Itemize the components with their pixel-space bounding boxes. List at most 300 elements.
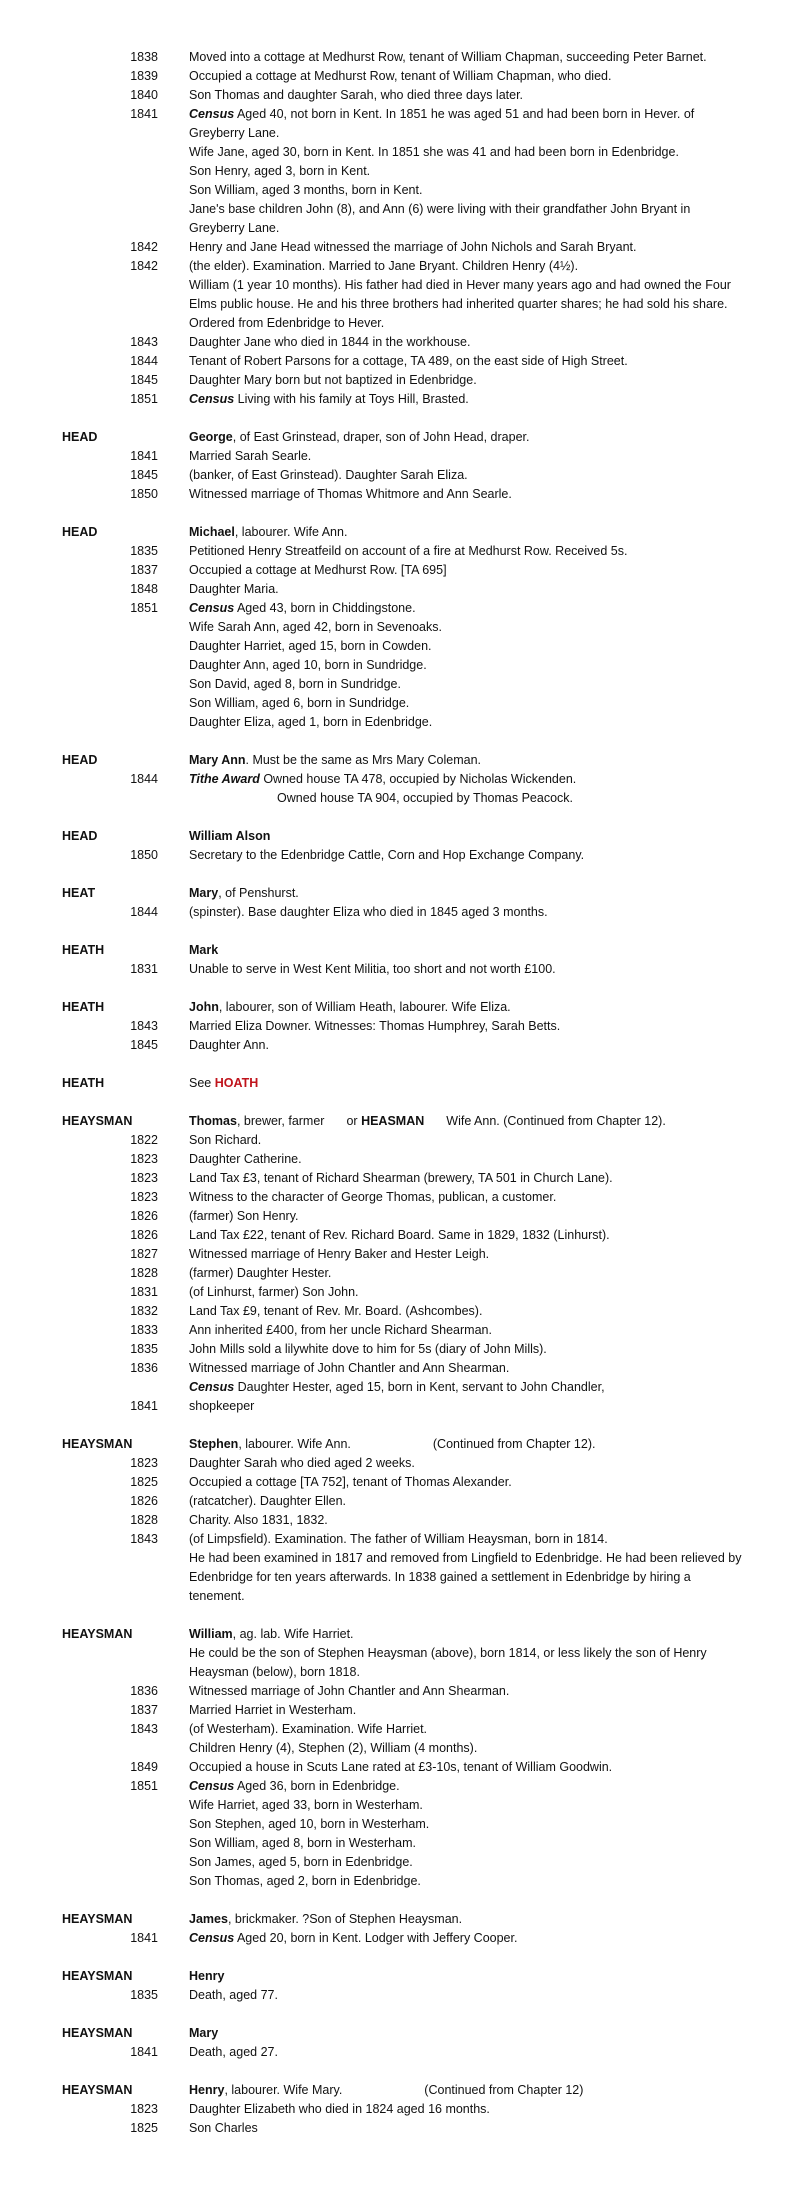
entry-heading <box>0 523 800 542</box>
record-keyword: Census <box>189 1380 235 1394</box>
see-label: See <box>189 1076 215 1090</box>
record-detail: He could be the son of Stephen Heaysman (above), born 1814, or less likely the son of Henry Heaysman (below), born 1818. <box>189 1646 707 1679</box>
record-text <box>189 1872 749 1891</box>
record-keyword: Tithe Award <box>189 772 260 786</box>
record-line <box>0 1492 800 1511</box>
entry <box>0 751 800 808</box>
entry <box>0 1910 800 1948</box>
record-text <box>189 713 749 732</box>
record-text <box>189 2100 749 2119</box>
record-text <box>189 846 749 865</box>
record-text <box>189 1378 749 1397</box>
record-text <box>189 162 749 181</box>
record-line <box>0 257 800 276</box>
record-line <box>0 86 800 105</box>
record-detail: Aged 40, not born in Kent. In 1851 he was aged 51 and had been born in Hever. of Greyberry Lane. <box>189 107 695 140</box>
record-detail: Death, aged 27. <box>189 2045 278 2059</box>
record-line <box>0 2043 800 2062</box>
entry-heading-text <box>189 1967 749 1986</box>
record-year: 1840 <box>130 88 158 102</box>
record-detail: Land Tax £9, tenant of Rev. Mr. Board. (Ashcombes). <box>189 1304 483 1318</box>
record-line <box>0 238 800 257</box>
surname: HEAYSMAN <box>62 1912 133 1926</box>
given-name: Stephen <box>189 1437 239 1451</box>
entry-gap <box>0 808 800 827</box>
given-name: William Alson <box>189 829 271 843</box>
record-year: 1845 <box>130 373 158 387</box>
entry-gap <box>0 979 800 998</box>
name-description: . Must be the same as Mrs Mary Coleman. <box>245 753 481 767</box>
entry <box>0 1112 800 1416</box>
record-text <box>189 599 749 618</box>
record-line <box>0 675 800 694</box>
record-line <box>0 1549 800 1606</box>
record-line <box>0 105 800 143</box>
given-name: Thomas <box>189 1114 237 1128</box>
record-text <box>189 2043 749 2062</box>
name-description: , brewer, farmer <box>236 1114 325 1128</box>
record-text <box>189 143 749 162</box>
name-description: , of East Grinstead, draper, son of John Head, draper. <box>232 430 530 444</box>
record-line <box>0 1264 800 1283</box>
record-detail: Son Charles <box>189 2121 258 2135</box>
record-detail: Land Tax £3, tenant of Richard Shearman (brewery, TA 501 in Church Lane). <box>189 1171 613 1185</box>
record-line <box>0 466 800 485</box>
record-text <box>189 1777 749 1796</box>
record-year: 1844 <box>130 772 158 786</box>
record-year: 1836 <box>130 1684 158 1698</box>
record-detail: shopkeeper <box>189 1399 255 1413</box>
record-line <box>0 903 800 922</box>
entry-gap <box>0 409 800 428</box>
record-text <box>189 1758 749 1777</box>
record-detail: Tenant of Robert Parsons for a cottage, TA 489, on the east side of High Street. <box>189 354 628 368</box>
record-line <box>0 1929 800 1948</box>
record-detail: Moved into a cottage at Medhurst Row, tenant of William Chapman, succeeding Peter Barnet. <box>189 50 707 64</box>
entry-heading-text <box>189 1435 749 1454</box>
record-line <box>0 1815 800 1834</box>
entry-heading-text <box>189 941 749 960</box>
name-description: , labourer. Wife Mary. <box>224 2083 343 2097</box>
record-text <box>189 675 749 694</box>
record-detail: Son William, aged 8, born in Westerham. <box>189 1836 416 1850</box>
record-year: 1833 <box>130 1323 158 1337</box>
record-text <box>189 447 749 466</box>
record-year: 1845 <box>130 468 158 482</box>
entry <box>0 1967 800 2005</box>
record-year: 1828 <box>130 1266 158 1280</box>
record-text <box>189 1815 749 1834</box>
record-line <box>0 1207 800 1226</box>
record-text <box>189 390 749 409</box>
record-line <box>0 1834 800 1853</box>
entry-heading <box>0 1435 800 1454</box>
entry-gap <box>0 1606 800 1625</box>
record-line <box>0 1454 800 1473</box>
see-link[interactable]: HOATH <box>214 1076 259 1090</box>
record-line <box>0 1739 800 1758</box>
surname: HEATH <box>62 1000 105 1014</box>
record-detail: Unable to serve in West Kent Militia, too short and not worth £100. <box>189 962 556 976</box>
record-detail: Charity. Also 1831, 1832. <box>189 1513 328 1527</box>
entry <box>0 2024 800 2062</box>
record-line <box>0 599 800 618</box>
record-detail: Married Eliza Downer. Witnesses: Thomas Humphrey, Sarah Betts. <box>189 1019 561 1033</box>
record-year: 1844 <box>130 905 158 919</box>
record-text <box>189 1150 749 1169</box>
surname: HEAT <box>62 886 96 900</box>
record-detail: Occupied a cottage [TA 752], tenant of Thomas Alexander. <box>189 1475 512 1489</box>
given-name: John <box>189 1000 219 1014</box>
record-detail: Daughter Hester, aged 15, born in Kent, servant to John Chandler, <box>237 1380 605 1394</box>
entry-gap <box>0 1093 800 1112</box>
record-detail: Daughter Catherine. <box>189 1152 302 1166</box>
record-text <box>189 637 749 656</box>
entry <box>0 884 800 922</box>
record-year: 1850 <box>130 848 158 862</box>
record-year: 1841 <box>130 107 158 121</box>
record-year: 1844 <box>130 354 158 368</box>
record-line <box>0 846 800 865</box>
record-text <box>189 1036 749 1055</box>
record-detail: (of Westerham). Examination. Wife Harriet. <box>189 1722 428 1736</box>
alt-label: or <box>346 1114 362 1128</box>
given-name: Mary <box>189 886 219 900</box>
record-year: 1832 <box>130 1304 158 1318</box>
record-detail: Daughter Harriet, aged 15, born in Cowden. <box>189 639 432 653</box>
record-line <box>0 1036 800 1055</box>
record-keyword: Census <box>189 1779 235 1793</box>
record-line <box>0 561 800 580</box>
record-year: 1842 <box>130 240 158 254</box>
record-line <box>0 1701 800 1720</box>
record-line <box>0 770 800 789</box>
record-text <box>189 1929 749 1948</box>
record-text <box>189 352 749 371</box>
record-text <box>189 1454 749 1473</box>
entry-heading <box>0 751 800 770</box>
record-line <box>0 1131 800 1150</box>
record-line <box>0 580 800 599</box>
record-year: 1842 <box>130 259 158 273</box>
record-year: 1823 <box>130 2102 158 2116</box>
record-text <box>189 1682 749 1701</box>
record-detail: Henry and Jane Head witnessed the marriage of John Nichols and Sarah Bryant. <box>189 240 637 254</box>
given-name: Mark <box>189 943 219 957</box>
entry <box>0 827 800 865</box>
entry <box>0 428 800 504</box>
name-description: , labourer. Wife Ann. <box>234 525 348 539</box>
record-line <box>0 789 800 808</box>
surname: HEAYSMAN <box>62 2026 133 2040</box>
record-detail: Son William, aged 6, born in Sundridge. <box>189 696 410 710</box>
record-year: 1826 <box>130 1494 158 1508</box>
record-line <box>0 1359 800 1378</box>
entry-gap <box>0 1055 800 1074</box>
record-line <box>0 1378 800 1397</box>
entry-gap <box>0 922 800 941</box>
record-detail: (farmer) Daughter Hester. <box>189 1266 332 1280</box>
entry-gap <box>0 2005 800 2024</box>
entry-heading <box>0 428 800 447</box>
record-line <box>0 1682 800 1701</box>
record-text <box>189 333 749 352</box>
record-line <box>0 1283 800 1302</box>
given-name: James <box>189 1912 228 1926</box>
record-detail: Wife Harriet, aged 33, born in Westerham. <box>189 1798 423 1812</box>
entry <box>0 941 800 979</box>
record-detail: Witnessed marriage of Thomas Whitmore and Ann Searle. <box>189 487 512 501</box>
record-text <box>189 1264 749 1283</box>
record-text <box>189 1701 749 1720</box>
continued-note: (Continued from Chapter 12) <box>424 2083 584 2097</box>
record-year: 1841 <box>130 449 158 463</box>
record-detail: (farmer) Son Henry. <box>189 1209 299 1223</box>
record-year: 1837 <box>130 563 158 577</box>
entry-heading <box>0 998 800 1017</box>
record-text <box>189 181 749 200</box>
record-line <box>0 1397 800 1416</box>
record-year: 1843 <box>130 335 158 349</box>
record-detail: Son Henry, aged 3, born in Kent. <box>189 164 371 178</box>
entry-gap <box>0 1948 800 1967</box>
entry-gap <box>0 1416 800 1435</box>
record-text <box>189 1226 749 1245</box>
continued-note: (Continued from Chapter 12). <box>432 1437 596 1451</box>
entry <box>0 2081 800 2138</box>
record-detail: Wife Jane, aged 30, born in Kent. In 1851 she was 41 and had been born in Edenbridge. <box>189 145 679 159</box>
record-detail: Death, aged 77. <box>189 1988 278 2002</box>
record-text <box>189 276 749 333</box>
record-text <box>189 561 749 580</box>
entry-heading-text <box>189 1625 749 1644</box>
record-text <box>189 580 749 599</box>
record-text <box>189 105 749 143</box>
record-detail: (the elder). Examination. Married to Jane Bryant. Children Henry (4½). <box>189 259 579 273</box>
record-line <box>0 143 800 162</box>
record-detail: Son Stephen, aged 10, born in Westerham. <box>189 1817 430 1831</box>
record-year: 1850 <box>130 487 158 501</box>
surname: HEAYSMAN <box>62 1437 133 1451</box>
record-year: 1827 <box>130 1247 158 1261</box>
record-detail: (of Limpsfield). Examination. The father of William Heaysman, born in 1814. <box>189 1532 608 1546</box>
record-year: 1823 <box>130 1171 158 1185</box>
record-line <box>0 1150 800 1169</box>
record-detail: Secretary to the Edenbridge Cattle, Corn and Hop Exchange Company. <box>189 848 585 862</box>
record-detail: (ratcatcher). Daughter Ellen. <box>189 1494 347 1508</box>
record-line <box>0 1872 800 1891</box>
record-detail: Occupied a cottage at Medhurst Row, tenant of William Chapman, who died. <box>189 69 612 83</box>
record-line <box>0 447 800 466</box>
record-text <box>189 200 749 238</box>
record-detail: Son David, aged 8, born in Sundridge. <box>189 677 401 691</box>
record-year: 1841 <box>130 2045 158 2059</box>
record-detail: Daughter Sarah who died aged 2 weeks. <box>189 1456 415 1470</box>
record-line <box>0 542 800 561</box>
entry-heading <box>0 2024 800 2043</box>
record-text <box>189 2119 749 2138</box>
surname: HEAYSMAN <box>62 1627 133 1641</box>
alt-surname: HEASMAN <box>361 1114 425 1128</box>
record-line <box>0 2100 800 2119</box>
surname: HEATH <box>62 943 105 957</box>
record-text <box>189 1720 749 1739</box>
record-text <box>189 1739 749 1758</box>
entry-heading <box>0 884 800 903</box>
record-detail: Son Thomas and daughter Sarah, who died three days later. <box>189 88 524 102</box>
record-detail: Married Sarah Searle. <box>189 449 312 463</box>
surname: HEAYSMAN <box>62 1114 133 1128</box>
surname: HEATH <box>62 1076 105 1090</box>
record-line <box>0 1530 800 1549</box>
record-year: 1823 <box>130 1152 158 1166</box>
entry-heading-text <box>189 523 749 542</box>
record-line <box>0 1853 800 1872</box>
record-line <box>0 1511 800 1530</box>
record-detail: Ann inherited £400, from her uncle Richard Shearman. <box>189 1323 492 1337</box>
record-year: 1851 <box>130 392 158 406</box>
record-text <box>189 1283 749 1302</box>
record-line <box>0 1188 800 1207</box>
record-line <box>0 485 800 504</box>
record-detail: Aged 20, born in Kent. Lodger with Jeffery Cooper. <box>236 1931 518 1945</box>
record-year: 1826 <box>130 1209 158 1223</box>
record-text <box>189 1473 749 1492</box>
surname: HEAYSMAN <box>62 2083 133 2097</box>
record-text <box>189 1986 749 2005</box>
record-year: 1851 <box>130 601 158 615</box>
record-line <box>0 371 800 390</box>
record-detail: He had been examined in 1817 and removed from Lingfield to Edenbridge. He had been relieved by Edenbridge for ten years afterwards. In 1838 gained a settlement in Edenbridge by hiring a tenement. <box>189 1551 742 1603</box>
record-detail: Jane's base children John (8), and Ann (6) were living with their grandfather John Bryant in Greyberry Lane. <box>189 202 691 235</box>
record-line <box>0 713 800 732</box>
entry-gap <box>0 1891 800 1910</box>
record-year: 1843 <box>130 1019 158 1033</box>
record-detail: Daughter Mary born but not baptized in Edenbridge. <box>189 373 477 387</box>
record-year: 1848 <box>130 582 158 596</box>
record-text <box>189 1302 749 1321</box>
record-year: 1835 <box>130 1342 158 1356</box>
record-detail: Witnessed marriage of John Chantler and Ann Shearman. <box>189 1361 510 1375</box>
record-detail: William (1 year 10 months). His father had died in Hever many years ago and had owned the Four Elms public house. He and his three brothers had inherited quarter shares; he had sold his share. Ordered from Edenbridge to Hever. <box>189 278 731 330</box>
given-name: Henry <box>189 1969 225 1983</box>
name-description: , of Penshurst. <box>218 886 299 900</box>
record-line <box>0 276 800 333</box>
record-line <box>0 618 800 637</box>
entry-heading <box>0 941 800 960</box>
continued-note: Wife Ann. (Continued from Chapter 12). <box>446 1114 666 1128</box>
entry <box>0 1074 800 1093</box>
record-line <box>0 1758 800 1777</box>
entry-heading <box>0 1910 800 1929</box>
record-text <box>189 1207 749 1226</box>
record-text <box>277 789 747 808</box>
record-keyword: Census <box>189 392 235 406</box>
record-year: 1851 <box>130 1779 158 1793</box>
entry-heading-text <box>189 1074 749 1093</box>
record-line <box>0 1321 800 1340</box>
record-line <box>0 694 800 713</box>
record-line <box>0 2119 800 2138</box>
record-text <box>189 1397 749 1416</box>
record-detail: John Mills sold a lilywhite dove to him for 5s (diary of John Mills). <box>189 1342 547 1356</box>
record-detail: Land Tax £22, tenant of Rev. Richard Board. Same in 1829, 1832 (Linhurst). <box>189 1228 610 1242</box>
record-detail: Children Henry (4), Stephen (2), William (4 months). <box>189 1741 478 1755</box>
surname: HEAD <box>62 430 98 444</box>
record-detail: Son Thomas, aged 2, born in Edenbridge. <box>189 1874 421 1888</box>
entry-heading <box>0 1074 800 1093</box>
record-year: 1843 <box>130 1532 158 1546</box>
record-detail: (spinster). Base daughter Eliza who died in 1845 aged 3 months. <box>189 905 548 919</box>
given-name: Mary Ann <box>189 753 246 767</box>
record-year: 1823 <box>130 1456 158 1470</box>
record-text <box>189 67 749 86</box>
record-line <box>0 67 800 86</box>
record-text <box>189 48 749 67</box>
record-detail: Witnessed marriage of Henry Baker and Hester Leigh. <box>189 1247 490 1261</box>
record-year: 1831 <box>130 1285 158 1299</box>
record-line <box>0 1302 800 1321</box>
record-detail: (of Linhurst, farmer) Son John. <box>189 1285 359 1299</box>
record-text <box>189 86 749 105</box>
name-description: , brickmaker. ?Son of Stephen Heaysman. <box>227 1912 463 1926</box>
surname: HEAD <box>62 753 98 767</box>
record-text <box>189 656 749 675</box>
record-text <box>189 903 749 922</box>
entry <box>0 998 800 1055</box>
record-detail: Aged 36, born in Edenbridge. <box>236 1779 400 1793</box>
record-year: 1841 <box>130 1931 158 1945</box>
entry-heading <box>0 1112 800 1131</box>
record-year: 1838 <box>130 50 158 64</box>
record-text <box>189 1530 749 1549</box>
given-name: George <box>189 430 233 444</box>
record-text <box>189 1511 749 1530</box>
record-detail: Witness to the character of George Thomas, publican, a customer. <box>189 1190 557 1204</box>
record-text <box>189 1834 749 1853</box>
record-line <box>0 390 800 409</box>
record-text <box>189 371 749 390</box>
record-line <box>0 200 800 238</box>
record-year: 1835 <box>130 1988 158 2002</box>
record-text <box>189 1359 749 1378</box>
entry-heading <box>0 2081 800 2100</box>
entry <box>0 48 800 409</box>
record-detail: Son William, aged 3 months, born in Kent. <box>189 183 423 197</box>
entry-heading-text <box>189 998 749 1017</box>
entry-heading <box>0 1967 800 1986</box>
given-name: Henry <box>189 2083 225 2097</box>
record-year: 1822 <box>130 1133 158 1147</box>
record-text <box>189 257 749 276</box>
record-text <box>189 542 749 561</box>
record-line <box>0 48 800 67</box>
given-name: Mary <box>189 2026 219 2040</box>
record-detail: Aged 43, born in Chiddingstone. <box>236 601 416 615</box>
record-year: 1837 <box>130 1703 158 1717</box>
record-line <box>0 637 800 656</box>
entry <box>0 523 800 732</box>
record-year: 1836 <box>130 1361 158 1375</box>
record-text <box>189 1169 749 1188</box>
entry-heading-text <box>189 1910 749 1929</box>
entry-heading-text <box>189 751 749 770</box>
record-year: 1849 <box>130 1760 158 1774</box>
record-year: 1828 <box>130 1513 158 1527</box>
record-detail: Son Richard. <box>189 1133 262 1147</box>
record-line <box>0 1986 800 2005</box>
record-text <box>189 1853 749 1872</box>
